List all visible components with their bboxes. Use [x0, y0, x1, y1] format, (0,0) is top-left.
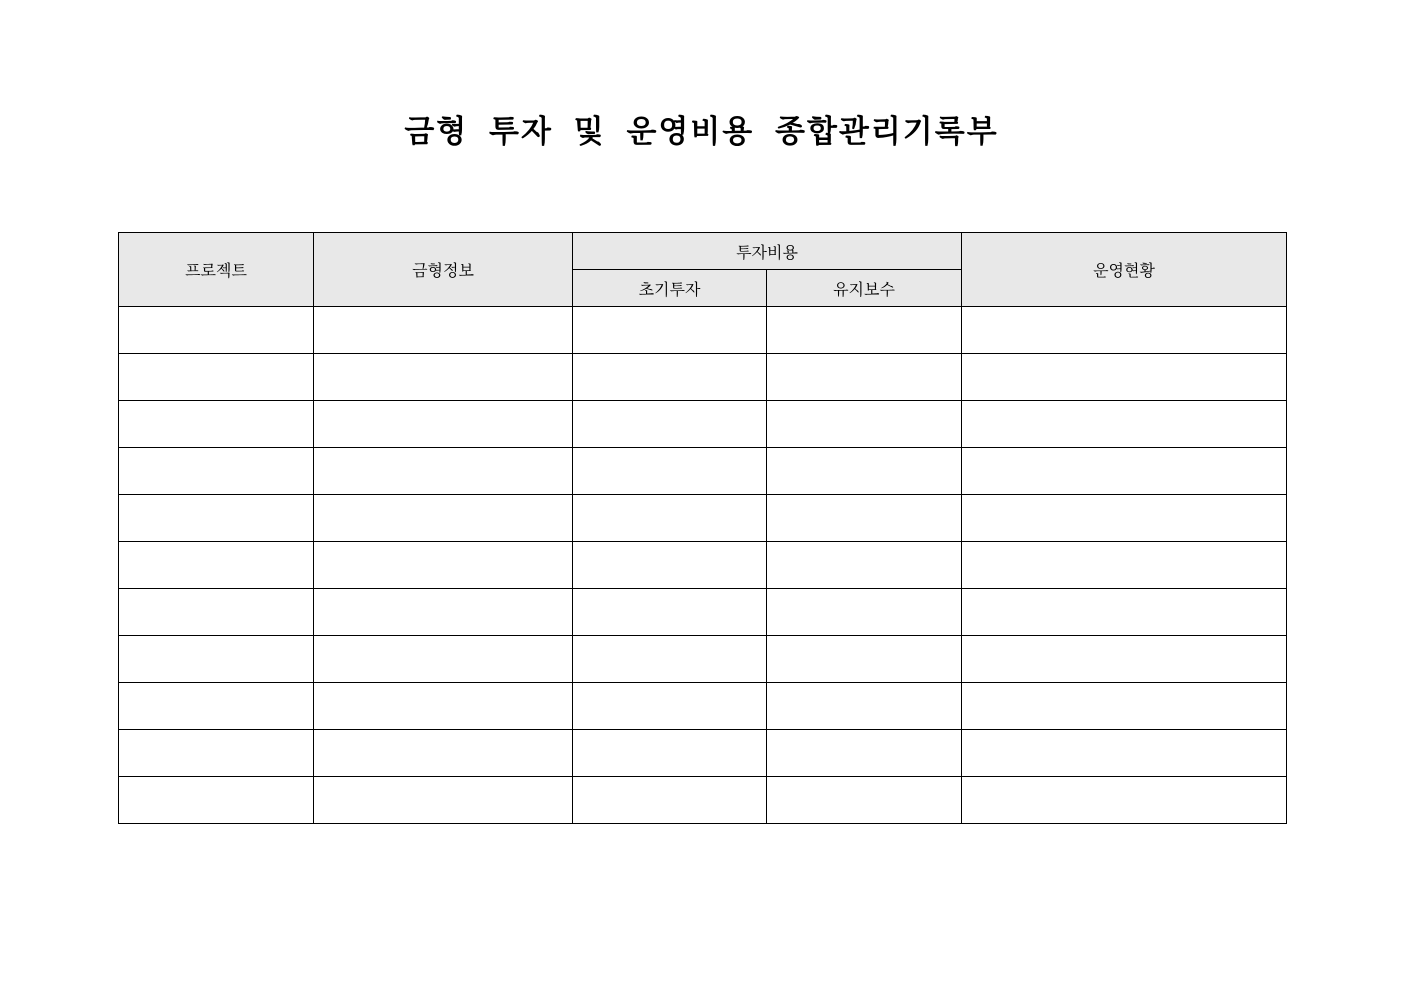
initial-investment-cell[interactable]	[573, 401, 767, 448]
project-cell[interactable]	[119, 730, 314, 777]
operation-status-cell[interactable]	[962, 777, 1287, 824]
table-header	[119, 233, 1287, 307]
header-investment-cost: 투자비용	[573, 233, 962, 270]
project-cell[interactable]	[119, 495, 314, 542]
initial-investment-cell[interactable]	[573, 636, 767, 683]
project-cell[interactable]	[119, 307, 314, 354]
header-maintenance: 유지보수	[767, 270, 962, 307]
initial-investment-cell[interactable]	[573, 542, 767, 589]
operation-status-cell[interactable]	[962, 495, 1287, 542]
project-cell[interactable]	[119, 683, 314, 730]
header-initial-investment: 초기투자	[573, 270, 767, 307]
mold-info-cell[interactable]	[314, 542, 573, 589]
table-row	[119, 354, 1287, 401]
mold-info-cell[interactable]	[314, 730, 573, 777]
operation-status-cell[interactable]	[962, 542, 1287, 589]
mold-info-cell[interactable]	[314, 401, 573, 448]
operation-status-cell[interactable]	[962, 636, 1287, 683]
operation-status-cell[interactable]	[962, 730, 1287, 777]
initial-investment-cell[interactable]	[573, 354, 767, 401]
header-mold-info: 금형정보	[314, 233, 573, 307]
page-title: 금형 투자 및 운영비용 종합관리기록부	[404, 114, 999, 150]
record-table	[118, 232, 1287, 824]
maintenance-cell[interactable]	[767, 683, 962, 730]
maintenance-cell[interactable]	[767, 636, 962, 683]
mold-info-cell[interactable]	[314, 495, 573, 542]
initial-investment-cell[interactable]	[573, 448, 767, 495]
initial-investment-cell[interactable]	[573, 777, 767, 824]
maintenance-cell[interactable]	[767, 730, 962, 777]
initial-investment-cell[interactable]	[573, 683, 767, 730]
mold-info-cell[interactable]	[314, 307, 573, 354]
mold-info-cell[interactable]	[314, 683, 573, 730]
operation-status-cell[interactable]	[962, 401, 1287, 448]
initial-investment-cell[interactable]	[573, 307, 767, 354]
project-cell[interactable]	[119, 777, 314, 824]
project-cell[interactable]	[119, 448, 314, 495]
table-row	[119, 777, 1287, 824]
maintenance-cell[interactable]	[767, 401, 962, 448]
mold-info-cell[interactable]	[314, 354, 573, 401]
project-cell[interactable]	[119, 354, 314, 401]
table-row	[119, 730, 1287, 777]
table-body	[119, 307, 1287, 824]
project-cell[interactable]	[119, 401, 314, 448]
project-cell[interactable]	[119, 542, 314, 589]
initial-investment-cell[interactable]	[573, 730, 767, 777]
table-row	[119, 636, 1287, 683]
mold-info-cell[interactable]	[314, 777, 573, 824]
maintenance-cell[interactable]	[767, 589, 962, 636]
header-row-top	[119, 233, 1287, 270]
maintenance-cell[interactable]	[767, 777, 962, 824]
maintenance-cell[interactable]	[767, 354, 962, 401]
maintenance-cell[interactable]	[767, 307, 962, 354]
maintenance-cell[interactable]	[767, 495, 962, 542]
table-row	[119, 589, 1287, 636]
header-project: 프로젝트	[119, 233, 314, 307]
table-row	[119, 495, 1287, 542]
table-row	[119, 542, 1287, 589]
operation-status-cell[interactable]	[962, 683, 1287, 730]
table-row	[119, 401, 1287, 448]
initial-investment-cell[interactable]	[573, 589, 767, 636]
mold-info-cell[interactable]	[314, 448, 573, 495]
operation-status-cell[interactable]	[962, 589, 1287, 636]
operation-status-cell[interactable]	[962, 354, 1287, 401]
project-cell[interactable]	[119, 636, 314, 683]
table-row	[119, 307, 1287, 354]
maintenance-cell[interactable]	[767, 542, 962, 589]
mold-info-cell[interactable]	[314, 589, 573, 636]
header-operation-status: 운영현황	[962, 233, 1287, 307]
mold-info-cell[interactable]	[314, 636, 573, 683]
initial-investment-cell[interactable]	[573, 495, 767, 542]
operation-status-cell[interactable]	[962, 448, 1287, 495]
table-row	[119, 448, 1287, 495]
maintenance-cell[interactable]	[767, 448, 962, 495]
table-row	[119, 683, 1287, 730]
operation-status-cell[interactable]	[962, 307, 1287, 354]
project-cell[interactable]	[119, 589, 314, 636]
